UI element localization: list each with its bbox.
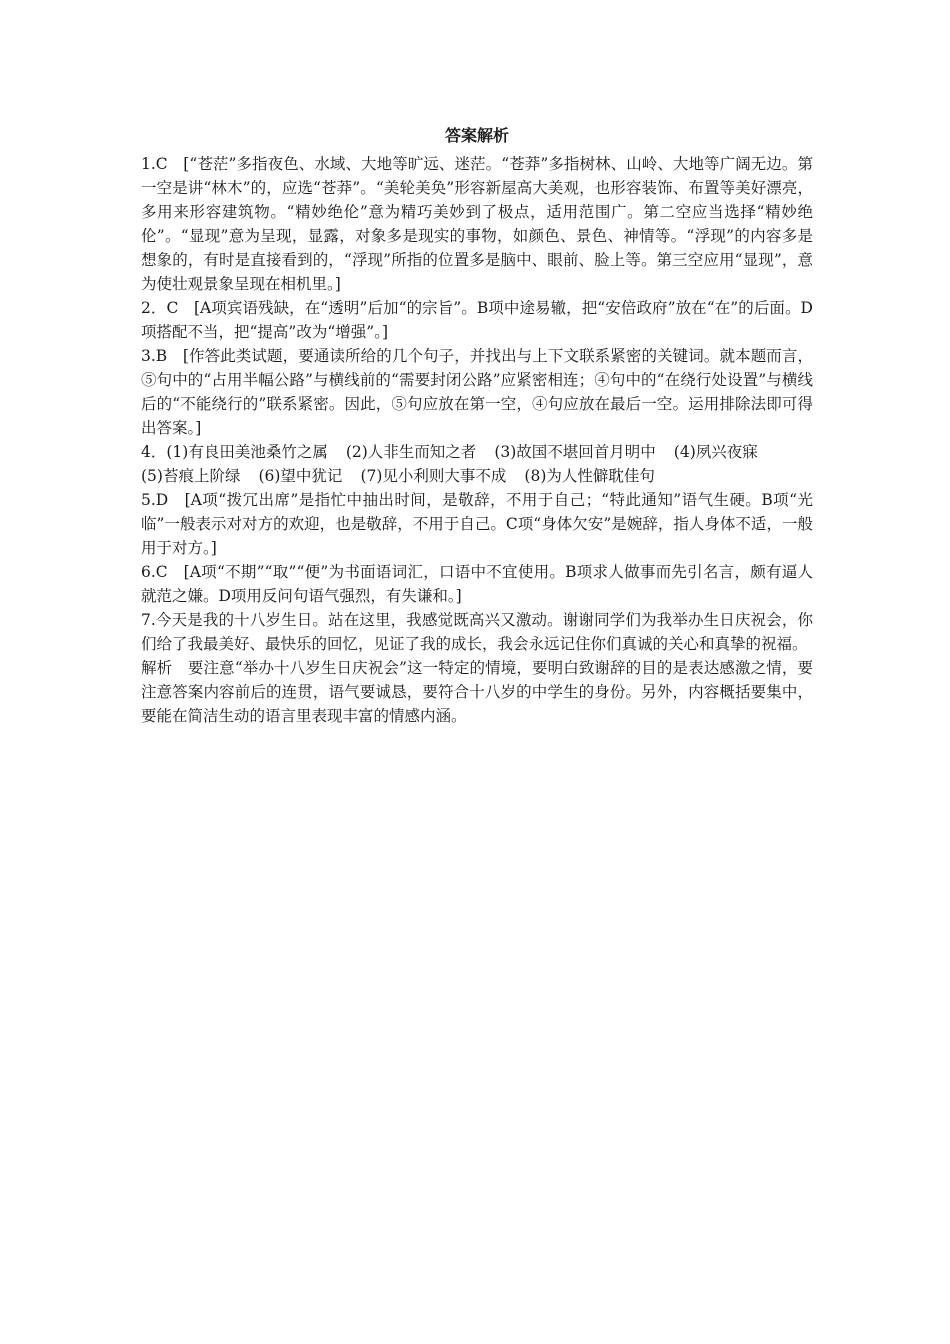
answer-4-lead: 4． (141, 443, 167, 461)
answer-4-part-1: (1)有良田美池桑竹之属 (166, 443, 328, 461)
answer-6: 6.C [A项“不期”“取”“便”为书面语词汇，口语中不宜使用。B项求人做事而先引名言，颇有逼人就范之嫌。D项用反问句语气强烈，有失谦和。] (141, 563, 813, 605)
answer-5: 5.D [A项“拨冗出席”是指忙中抽出时间，是敬辞，不用于自己；“特此通知”语气生硬。B项“光临”一般表示对对方的欢迎，也是敬辞，不用于自己。C项“身体欠安”是婉辞，指人身体不适，一般用于对方。] (141, 491, 813, 557)
answer-document (141, 124, 813, 728)
answer-4-part-6: (6)望中犹记 (258, 467, 343, 485)
answer-analysis: 解析 要注意“举办十八岁生日庆祝会”这一特定的情境，要明白致谢辞的目的是表达感激之情，要注意答案内容前后的连贯，语气要诚恳，要符合十八岁的中学生的身份。另外，内容概括要集中，要能在简洁生动的语言里表现丰富的情感内涵。 (141, 659, 813, 725)
answer-2: 2．C [A项宾语残缺，在“透明”后加“的宗旨”。B项中途易辙，把“安倍政府”放在“在”的后面。D项搭配不当，把“提高”改为“增强”。] (141, 299, 813, 341)
answer-4-part-2: (2)人非生而知之者 (345, 443, 477, 461)
answer-4-row-1 (141, 440, 813, 464)
answer-4-part-8: (8)为人性僻耽佳句 (524, 467, 655, 485)
answer-3: 3.B [作答此类试题，要通读所给的几个句子，并找出与上下文联系紧密的关键词。就本题而言，⑤句中的“占用半幅公路”与横线前的“需要封闭公路”应紧密相连；④句中的“在绕行处设置”与横线后的“不能绕行的”联系紧密。因此，⑤句应放在第一空，④句应放在最后一空。运用排除法即可得出答案。] (141, 347, 813, 437)
answer-4-part-5: (5)苔痕上阶绿 (141, 467, 241, 485)
answer-4-row-2 (141, 464, 813, 488)
answer-4 (141, 440, 813, 488)
answer-4-part-3: (3)故国不堪回首月明中 (494, 443, 656, 461)
answer-1: 1.C [“苍茫”多指夜色、水域、大地等旷远、迷茫。“苍莽”多指树林、山岭、大地等广阔无边。第一空是讲“林木”的，应选“苍莽”。“美轮美奂”形容新屋高大美观，也形容装饰、布置等美好漂亮，多用来形容建筑物。“精妙绝伦”意为精巧美妙到了极点，适用范围广。第二空应当选择“精妙绝伦”。“显现”意为呈现，显露，对象多是现实的事物，如颜色、景色、神情等。“浮现”的内容多是想象的，有时是直接看到的，“浮现”所指的位置多是脑中、眼前、脸上等。第三空应用“显现”，意为使壮观景象呈现在相机里。] (141, 155, 813, 293)
answer-4-part-7: (7)见小利则大事不成 (360, 467, 507, 485)
answer-7: 7.今天是我的十八岁生日。站在这里，我感觉既高兴又激动。谢谢同学们为我举办生日庆祝会，你们给了我最美好、最快乐的回忆，见证了我的成长，我会永远记住你们真诚的关心和真挚的祝福。 (141, 611, 813, 653)
page-title: 答案解析 (444, 126, 509, 145)
answer-4-part-4: (4)夙兴夜寐 (673, 443, 758, 461)
